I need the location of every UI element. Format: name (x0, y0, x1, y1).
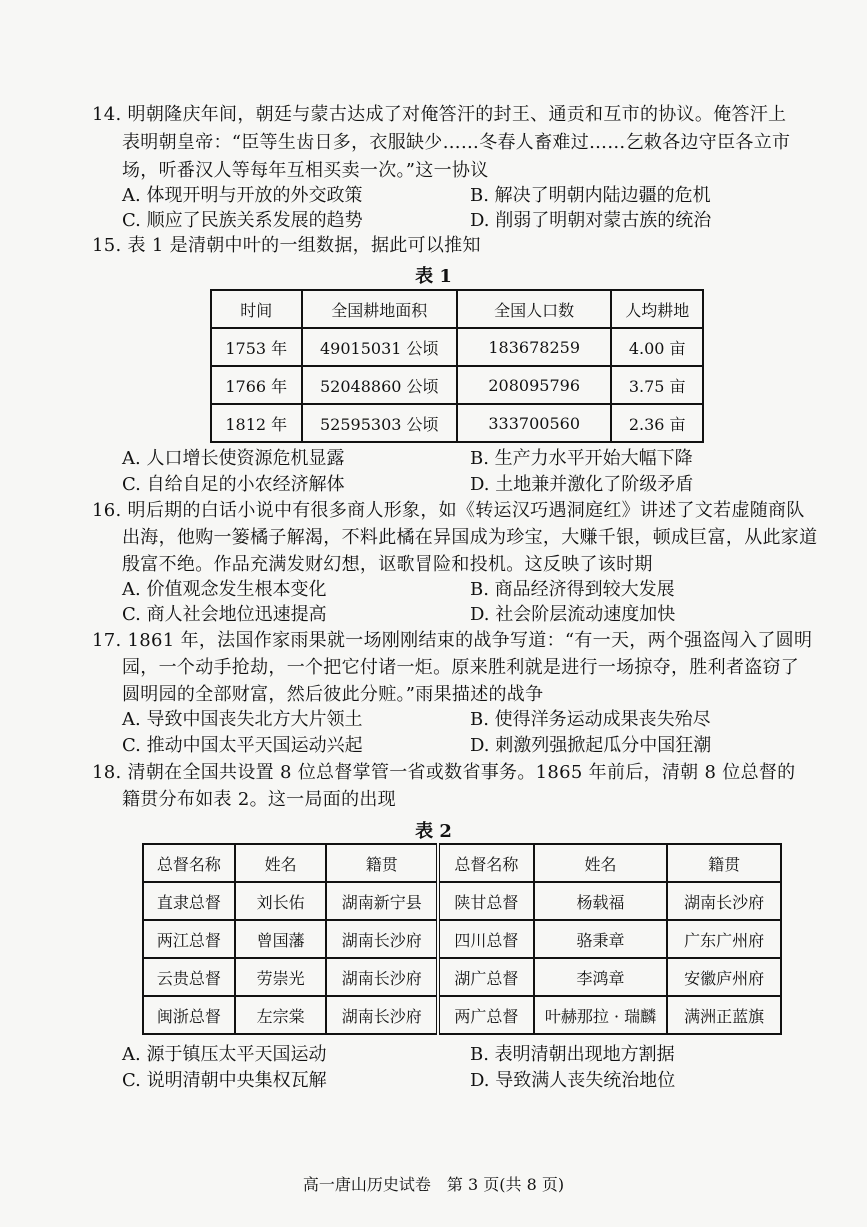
table-cell: 208095796 (457, 366, 611, 404)
q16-stem-line-1: 16. 明后期的白话小说中有很多商人形象，如《转运汉巧遇洞庭红》讲述了文若虚随商队 (92, 500, 805, 521)
q15-stem-line-1: 15. 表 1 是清朝中叶的一组数据，据此可以推知 (92, 235, 481, 256)
table-cell: 四川总督 (438, 920, 534, 958)
table-cell: 两江总督 (143, 920, 235, 958)
q15-option-d: D. 土地兼并激化了阶级矛盾 (470, 474, 694, 495)
table-cell: 陕甘总督 (438, 882, 534, 920)
q17-option-a: A. 导致中国丧失北方大片领土 (122, 709, 363, 730)
q16-option-c: C. 商人社会地位迅速提高 (122, 604, 327, 625)
table-cell: 两广总督 (438, 996, 534, 1034)
q14-option-a: A. 体现开明与开放的外交政策 (122, 185, 363, 206)
table-cell: 湖南长沙府 (326, 996, 438, 1034)
table-1-header-cell: 人均耕地 (611, 290, 703, 328)
table-cell: 1753 年 (211, 328, 302, 366)
q17-option-c: C. 推动中国太平天国运动兴起 (122, 735, 363, 756)
q15-option-a: A. 人口增长使资源危机显露 (122, 448, 345, 469)
table-cell: 刘长佑 (235, 882, 327, 920)
table-cell: 4.00 亩 (611, 328, 703, 366)
table-cell: 1766 年 (211, 366, 302, 404)
table-cell: 直隶总督 (143, 882, 235, 920)
table-2-header-row (143, 844, 781, 882)
table-cell: 杨载福 (534, 882, 668, 920)
q17-option-d: D. 刺激列强掀起瓜分中国狂潮 (470, 735, 712, 756)
q14-stem-line-2: 表明朝皇帝：“臣等生齿日多，衣服缺少……冬春人畜难过……乞敕各边守臣各立市 (122, 132, 791, 153)
table-cell: 49015031 公顷 (302, 328, 457, 366)
q17-stem-line-1: 17. 1861 年，法国作家雨果就一场刚刚结束的战争写道：“有一天，两个强盗闯入了圆明 (92, 630, 813, 651)
table-cell: 左宗棠 (235, 996, 327, 1034)
table-cell: 满洲正蓝旗 (667, 996, 781, 1034)
table-row (211, 366, 703, 404)
q14-option-b: B. 解决了明朝内陆边疆的危机 (470, 185, 711, 206)
table-cell: 云贵总督 (143, 958, 235, 996)
q16-option-b: B. 商品经济得到较大发展 (470, 579, 675, 600)
q15-option-b: B. 生产力水平开始大幅下降 (470, 448, 693, 469)
q14-option-d: D. 削弱了明朝对蒙古族的统治 (470, 210, 712, 231)
table-1-caption: 表 1 (415, 266, 452, 287)
q14-option-c: C. 顺应了民族关系发展的趋势 (122, 210, 363, 231)
q18-option-b: B. 表明清朝出现地方割据 (470, 1044, 675, 1065)
table-row (211, 328, 703, 366)
table-cell: 湖南新宁县 (326, 882, 438, 920)
table-row (143, 920, 781, 958)
table-1-header-row (211, 290, 703, 328)
table-2-header-cell: 籍贯 (326, 844, 438, 882)
table-2-header-cell: 姓名 (534, 844, 668, 882)
q15-option-c: C. 自给自足的小农经济解体 (122, 474, 345, 495)
table-cell: 曾国藩 (235, 920, 327, 958)
table-row (143, 996, 781, 1034)
q18-option-c: C. 说明清朝中央集权瓦解 (122, 1070, 327, 1091)
table-2-header-cell: 姓名 (235, 844, 327, 882)
q18-stem-line-2: 籍贯分布如表 2。这一局面的出现 (122, 789, 396, 810)
table-1-header-cell: 全国人口数 (457, 290, 611, 328)
q16-stem-line-2: 出海，他购一篓橘子解渴，不料此橘在异国成为珍宝，大赚千银，顿成巨富，从此家道 (122, 527, 818, 548)
table-cell: 183678259 (457, 328, 611, 366)
q16-option-a: A. 价值观念发生根本变化 (122, 579, 327, 600)
q16-stem-line-3: 殷富不绝。作品充满发财幻想，讴歌冒险和投机。这反映了该时期 (122, 554, 653, 575)
q17-stem-line-3: 圆明园的全部财富，然后彼此分赃。”雨果描述的战争 (122, 684, 544, 705)
q14-stem-line-3: 场，听番汉人等每年互相买卖一次。”这一协议 (122, 160, 489, 181)
q16-option-d: D. 社会阶层流动速度加快 (470, 604, 676, 625)
page-footer: 高一唐山历史试卷 第 3 页(共 8 页) (302, 1175, 565, 1194)
table-2-header-cell: 总督名称 (438, 844, 534, 882)
table-cell: 叶赫那拉 · 瑞麟 (534, 996, 668, 1034)
table-cell: 李鸿章 (534, 958, 668, 996)
table-cell: 闽浙总督 (143, 996, 235, 1034)
table-row (211, 404, 703, 442)
table-cell: 3.75 亩 (611, 366, 703, 404)
table-1 (210, 289, 704, 443)
table-cell: 52595303 公顷 (302, 404, 457, 442)
table-cell: 湖广总督 (438, 958, 534, 996)
table-cell: 湖南长沙府 (667, 882, 781, 920)
q18-option-a: A. 源于镇压太平天国运动 (122, 1044, 327, 1065)
q17-option-b: B. 使得洋务运动成果丧失殆尽 (470, 709, 711, 730)
table-cell: 骆秉章 (534, 920, 668, 958)
q18-option-d: D. 导致满人丧失统治地位 (470, 1070, 676, 1091)
table-cell: 湖南长沙府 (326, 958, 438, 996)
table-1-header-cell: 全国耕地面积 (302, 290, 457, 328)
q18-stem-line-1: 18. 清朝在全国共设置 8 位总督掌管一省或数省事务。1865 年前后，清朝 8 位总督的 (92, 762, 796, 783)
table-row (143, 882, 781, 920)
table-1-header-cell: 时间 (211, 290, 302, 328)
table-cell: 广东广州府 (667, 920, 781, 958)
table-2-header-cell: 籍贯 (667, 844, 781, 882)
table-cell: 52048860 公顷 (302, 366, 457, 404)
table-cell: 2.36 亩 (611, 404, 703, 442)
q14-stem-line-1: 14. 明朝隆庆年间，朝廷与蒙古达成了对俺答汗的封王、通贡和互市的协议。俺答汗上 (92, 104, 787, 125)
table-row (143, 958, 781, 996)
q17-stem-line-2: 园，一个动手抢劫，一个把它付诸一炬。原来胜利就是进行一场掠夺，胜利者盗窃了 (122, 657, 800, 678)
table-cell: 1812 年 (211, 404, 302, 442)
table-cell: 安徽庐州府 (667, 958, 781, 996)
table-2 (142, 843, 782, 1035)
table-2-header-cell: 总督名称 (143, 844, 235, 882)
table-cell: 劳崇光 (235, 958, 327, 996)
table-cell: 333700560 (457, 404, 611, 442)
table-cell: 湖南长沙府 (326, 920, 438, 958)
table-2-caption: 表 2 (415, 821, 452, 842)
